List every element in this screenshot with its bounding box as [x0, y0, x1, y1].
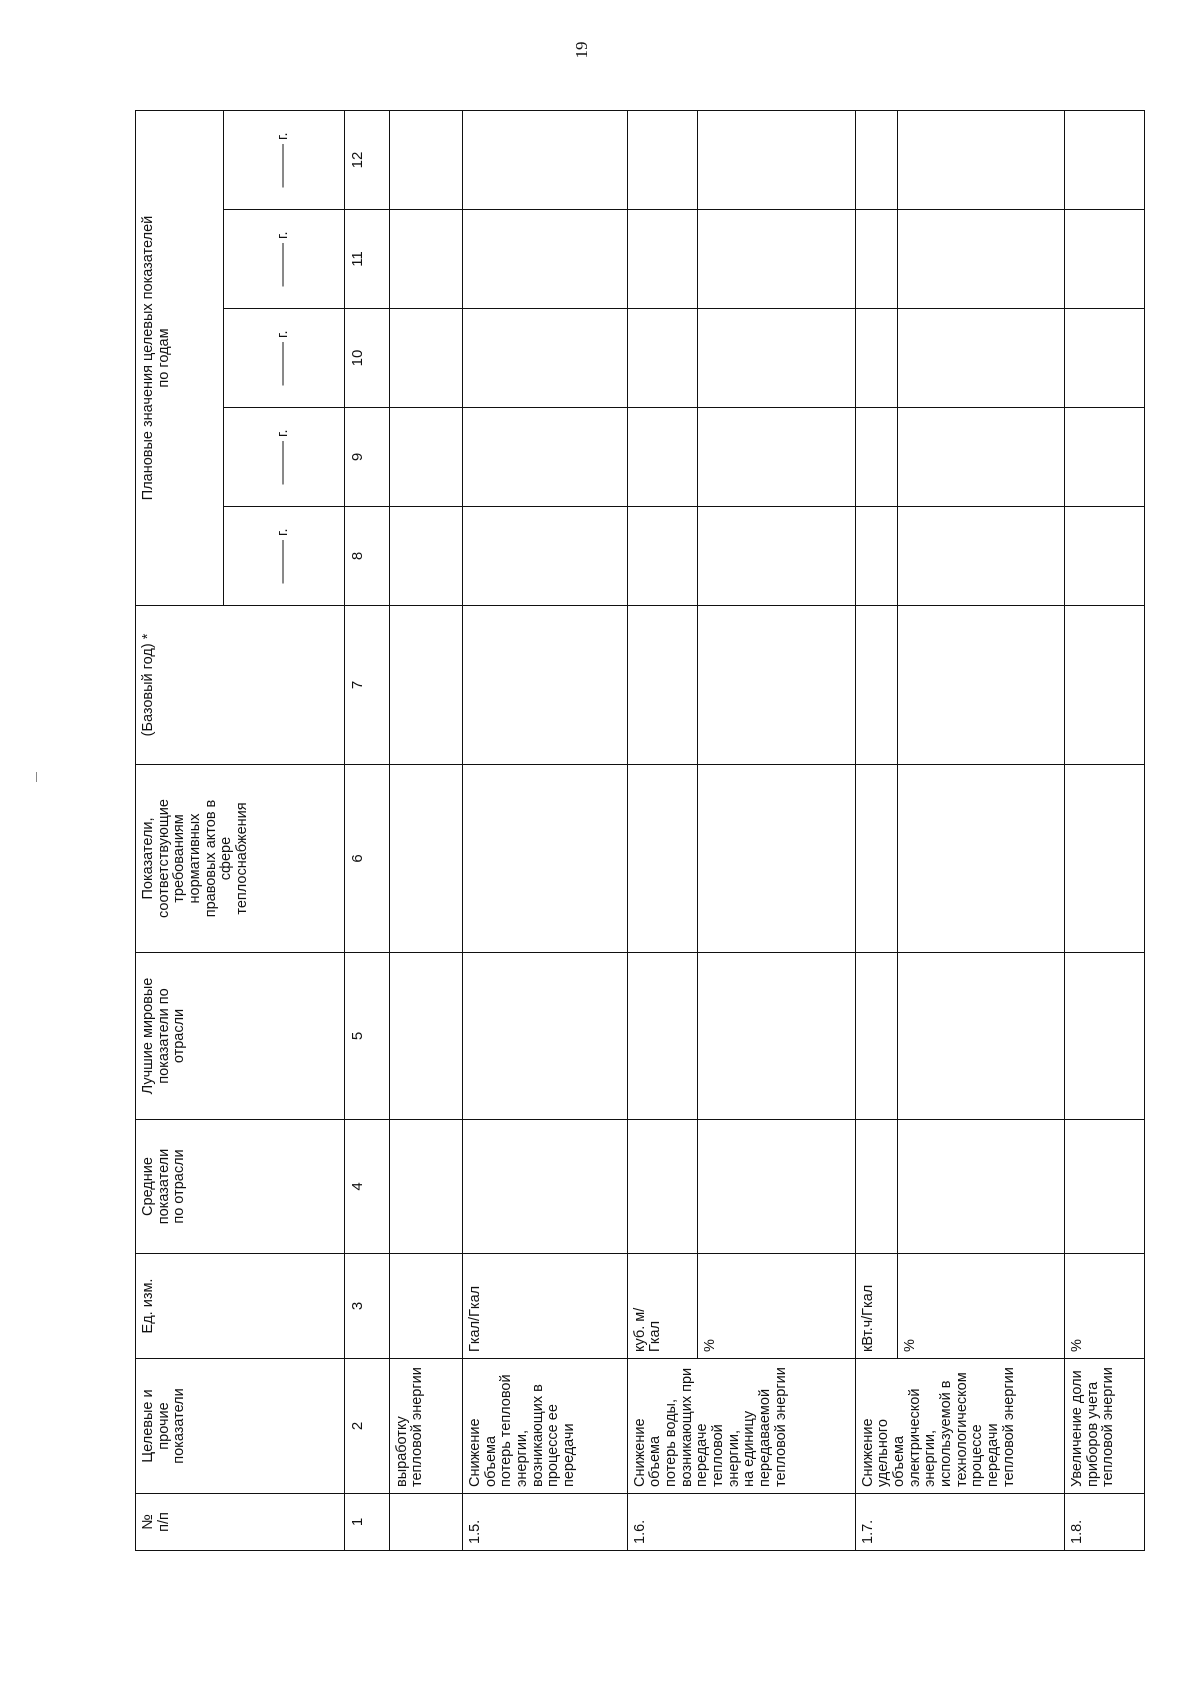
header-average: Средние показатели по отрасли [136, 1120, 345, 1254]
empty-cell [897, 408, 1064, 507]
row-number [389, 1494, 462, 1551]
header-num: № п/п [136, 1494, 345, 1551]
empty-cell [463, 309, 628, 408]
rotated-table-sheet [135, 111, 1145, 1551]
header-indicators: Целевые и прочие показатели [136, 1359, 345, 1494]
empty-cell [463, 765, 628, 953]
table-subrow [697, 110, 855, 1550]
scan-mark [36, 772, 37, 782]
header-base-year: (Базовый год) * [136, 606, 345, 765]
empty-cell [897, 507, 1064, 606]
empty-cell [627, 606, 697, 765]
empty-cell [855, 210, 897, 309]
empty-cell [855, 309, 897, 408]
empty-cell [697, 1120, 855, 1254]
column-number: 10 [345, 309, 389, 408]
empty-cell [627, 507, 697, 606]
empty-cell [855, 110, 897, 209]
empty-cell [1064, 606, 1144, 765]
column-number: 12 [345, 110, 389, 209]
empty-cell [389, 309, 462, 408]
header-year: ——— г. [223, 210, 344, 309]
column-number: 3 [345, 1254, 389, 1359]
empty-cell [697, 110, 855, 209]
column-number-row [345, 110, 389, 1550]
empty-cell [463, 110, 628, 209]
column-number: 9 [345, 408, 389, 507]
table-row [1064, 110, 1144, 1550]
empty-cell [855, 408, 897, 507]
row-indicator: Снижение объема потерь тепловой энергии, возникающих в процессе ее передачи [463, 1359, 628, 1494]
empty-cell [1064, 507, 1144, 606]
row-unit: % [897, 1254, 1064, 1359]
row-unit: % [1064, 1254, 1144, 1359]
header-year: ——— г. [223, 507, 344, 606]
empty-cell [697, 953, 855, 1120]
empty-cell [1064, 408, 1144, 507]
header-year: ——— г. [223, 309, 344, 408]
empty-cell [463, 606, 628, 765]
empty-cell [463, 1120, 628, 1254]
empty-cell [697, 606, 855, 765]
empty-cell [897, 309, 1064, 408]
empty-cell [627, 210, 697, 309]
empty-cell [1064, 1120, 1144, 1254]
empty-cell [855, 606, 897, 765]
row-indicator: Увеличение доли приборов учета тепловой энергии [1064, 1359, 1144, 1494]
empty-cell [463, 210, 628, 309]
empty-cell [855, 1120, 897, 1254]
row-number: 1.7. [855, 1494, 1064, 1551]
row-indicator: Снижение объема потерь воды, возникающих при передаче тепловой энергии, на единицу передаваемой тепловой энергии [627, 1359, 855, 1494]
empty-cell [1064, 110, 1144, 209]
empty-cell [463, 953, 628, 1120]
header-unit: Ед. изм. [136, 1254, 345, 1359]
row-indicator: выработку тепловой энергии [389, 1359, 462, 1494]
row-unit: % [697, 1254, 855, 1359]
row-number: 1.6. [627, 1494, 855, 1551]
table-subrow [897, 110, 1064, 1550]
header-row-1 [136, 110, 224, 1550]
page-number: 19 [572, 41, 591, 59]
header-planned-values: Плановые значения целевых показателей по годам [136, 110, 224, 605]
row-unit: кВт.ч/Гкал [855, 1254, 897, 1359]
empty-cell [389, 210, 462, 309]
empty-cell [697, 765, 855, 953]
empty-cell [855, 507, 897, 606]
empty-cell [389, 408, 462, 507]
column-number: 7 [345, 606, 389, 765]
column-number: 2 [345, 1359, 389, 1494]
column-number: 1 [345, 1494, 389, 1551]
empty-cell [389, 110, 462, 209]
column-number: 5 [345, 953, 389, 1120]
row-number: 1.5. [463, 1494, 628, 1551]
empty-cell [1064, 953, 1144, 1120]
empty-cell [897, 606, 1064, 765]
column-number: 11 [345, 210, 389, 309]
row-unit: Гкал/Гкал [463, 1254, 628, 1359]
empty-cell [1064, 765, 1144, 953]
header-regulatory: Показатели, соответствующие требованиям нормативных правовых актов в сфере теплоснабжения [136, 765, 345, 953]
column-number: 8 [345, 507, 389, 606]
indicators-table [135, 110, 1145, 1551]
table-row [463, 110, 628, 1550]
empty-cell [389, 953, 462, 1120]
header-year: ——— г. [223, 408, 344, 507]
empty-cell [897, 210, 1064, 309]
empty-cell [897, 1120, 1064, 1254]
table-row [627, 110, 697, 1550]
empty-cell [697, 408, 855, 507]
row-unit [389, 1254, 462, 1359]
empty-cell [463, 408, 628, 507]
empty-cell [897, 110, 1064, 209]
header-year: ——— г. [223, 110, 344, 209]
empty-cell [463, 507, 628, 606]
empty-cell [897, 953, 1064, 1120]
empty-cell [627, 765, 697, 953]
empty-cell [697, 507, 855, 606]
empty-cell [389, 606, 462, 765]
row-indicator: Снижение удельного объема электрической энергии, используемой в технологическом процессе передачи тепловой энергии [855, 1359, 1064, 1494]
column-number: 4 [345, 1120, 389, 1254]
row-number: 1.8. [1064, 1494, 1144, 1551]
empty-cell [627, 408, 697, 507]
row-unit: куб. м/ Гкал [627, 1254, 697, 1359]
table-row [855, 110, 897, 1550]
empty-cell [627, 953, 697, 1120]
empty-cell [697, 210, 855, 309]
empty-cell [855, 765, 897, 953]
empty-cell [389, 765, 462, 953]
empty-cell [627, 309, 697, 408]
empty-cell [855, 953, 897, 1120]
header-best-world: Лучшие мировые показатели по отрасли [136, 953, 345, 1120]
empty-cell [697, 309, 855, 408]
empty-cell [389, 1120, 462, 1254]
table-row [389, 110, 462, 1550]
empty-cell [389, 507, 462, 606]
empty-cell [1064, 210, 1144, 309]
empty-cell [1064, 309, 1144, 408]
empty-cell [897, 765, 1064, 953]
column-number: 6 [345, 765, 389, 953]
empty-cell [627, 1120, 697, 1254]
empty-cell [627, 110, 697, 209]
